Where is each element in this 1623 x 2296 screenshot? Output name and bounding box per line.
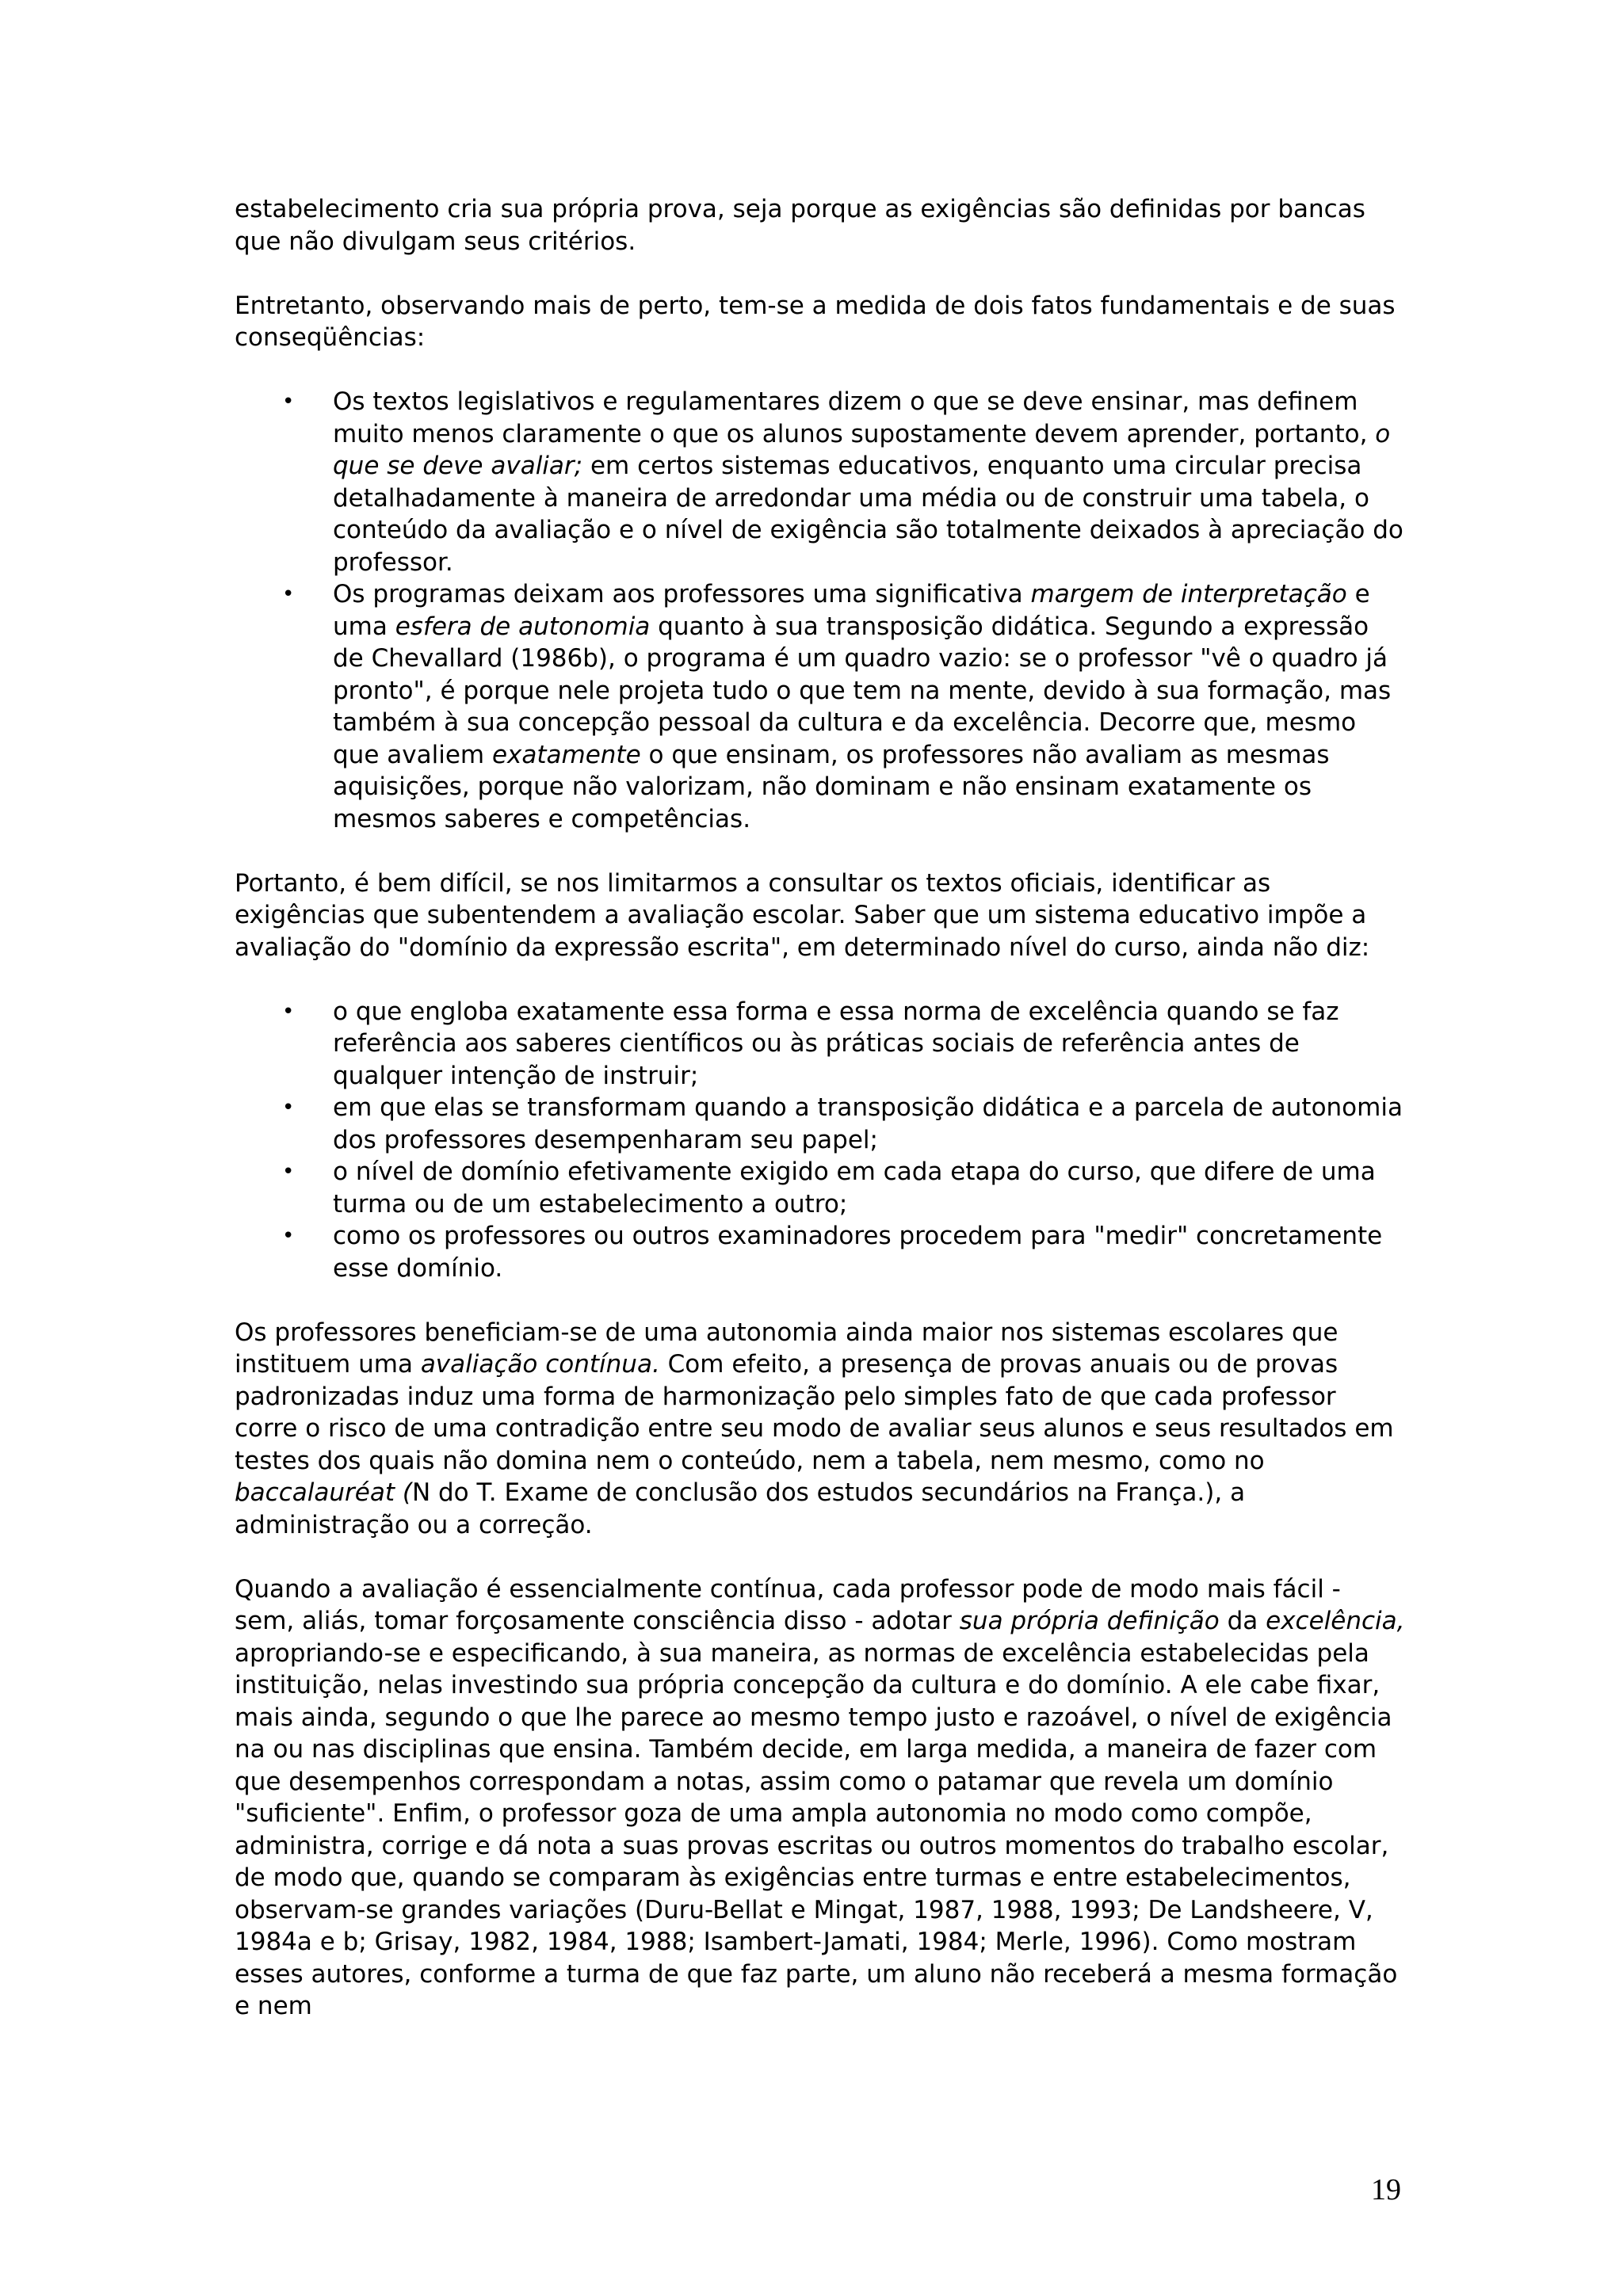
paragraph-3-text: Portanto, é bem difícil, se nos limitarmos a consultar os textos oficiais, identificar as exigências que subentendem a avaliação escolar. Saber que um sistema educativo impõe a avaliação do "domínio da expressão escrita", em determinado nível do curso, ainda não diz: [235, 868, 1370, 962]
bullet-icon: • [282, 1096, 295, 1119]
list-item-emphasis: o que se deve avaliar; [333, 419, 1391, 480]
paragraph-5-text: da [1219, 1607, 1266, 1635]
paragraph-5-text: Quando a avaliação é essencialmente contínua, cada professor pode de modo mais fácil - sem, aliás, tomar forçosamente consciência disso - adotar [235, 1574, 1341, 1635]
list-item-text: em certos sistemas educativos, enquanto uma circular precisa detalhadamente à maneira de arredondar uma média ou de construir uma tabela, o conteúdo da avaliação e o nível de exigência são totalmente deixados à apreciação do professor. [333, 452, 1403, 577]
paragraph-3 [235, 868, 1406, 964]
paragraph-5-emphasis: excelência, [1266, 1607, 1405, 1635]
page-number: 19 [1371, 2173, 1401, 2206]
paragraph-2 [235, 290, 1406, 354]
paragraph-4-text: Os professores beneficiam-se de uma autonomia ainda maior nos sistemas escolares que instituem uma [235, 1318, 1338, 1379]
list-item-text: o que ensinam, os professores não avaliam as mesmas aquisições, porque não valorizam, não dominam e não ensinam exatamente os mesmos saberes e competências. [333, 740, 1330, 833]
paragraph-4-text: N do T. Exame de conclusão dos estudos secundários na França.), a administração ou a correção. [235, 1478, 1246, 1539]
paragraph-5-emphasis: sua própria definição [959, 1607, 1220, 1635]
list-item-emphasis: exatamente [491, 740, 641, 769]
list-item-emphasis: margem de interpretação [1030, 580, 1347, 608]
paragraph-1-text: estabelecimento cria sua própria prova, seja porque as exigências são definidas por bancas que não divulgam seus critérios. [235, 195, 1365, 256]
paragraph-4-text: Com efeito, a presença de provas anuais ou de provas padronizadas induz uma forma de harmonização pelo simples fato de que cada professor corre o risco de uma contradição entre seu modo de avaliar seus alunos e seus resultados em testes dos quais não domina nem o conteúdo, nem a tabela, nem mesmo, como no [235, 1350, 1394, 1475]
list-item [235, 996, 1406, 1093]
list-item-text: o nível de domínio efetivamente exigido em cada etapa do curso, que difere de uma turma ou de um estabelecimento a outro; [333, 1158, 1376, 1219]
paragraph-1 [235, 193, 1406, 257]
bullet-icon: • [282, 1224, 295, 1248]
list-item-text: quanto à sua transposição didática. Segundo a expressão de Chevallard (1986b), o programa é um quadro vazio: se o professor "vê o quadro já pronto", é porque nele projeta tudo o que tem na mente, devido à sua formação, mas também à sua concepção pessoal da cultura e da excelência. Decorre que, mesmo que avaliem [333, 612, 1392, 769]
bullet-icon: • [282, 390, 295, 414]
list-item [235, 1156, 1406, 1220]
list-item [235, 1092, 1406, 1156]
bullet-list-facts [235, 386, 1406, 835]
list-item [235, 1220, 1406, 1284]
paragraph-2-text: Entretanto, observando mais de perto, tem-se a medida de dois fatos fundamentais e de suas conseqüências: [235, 291, 1396, 352]
list-item-text: o que engloba exatamente essa forma e essa norma de excelência quando se faz referência aos saberes científicos ou às práticas sociais de referência antes de qualquer intenção de instruir; [333, 997, 1339, 1090]
bullet-icon: • [282, 582, 295, 606]
list-item-text: como os professores ou outros examinadores procedem para "medir" concretamente esse domínio. [333, 1222, 1383, 1283]
paragraph-4-emphasis: baccalauréat ( [235, 1478, 412, 1507]
page-body [235, 193, 1406, 2054]
list-item-emphasis: esfera de autonomia [395, 612, 651, 641]
list-item [235, 578, 1406, 835]
list-item [235, 386, 1406, 578]
list-item-text: em que elas se transformam quando a transposição didática e a parcela de autonomia dos professores desempenharam seu papel; [333, 1093, 1403, 1154]
list-item-text: Os textos legislativos e regulamentares dizem o que se deve ensinar, mas definem muito menos claramente o que os alunos supostamente devem aprender, portanto, [333, 387, 1376, 448]
list-item-text: e uma [333, 580, 1370, 641]
paragraph-4-emphasis: avaliação contínua. [420, 1350, 660, 1379]
bullet-list-questions [235, 996, 1406, 1285]
paragraph-5-text: apropriando-se e especificando, à sua maneira, as normas de excelência estabelecidas pela instituição, nelas investindo sua própria concepção da cultura e do domínio. A ele cabe fixar, mais ainda, segundo o que lhe parece ao mesmo tempo justo e razoável, o nível de exigência na ou nas disciplinas que ensina. Também decide, em larga medida, a maneira de fazer com que desempenhos correspondam a notas, assim como o patamar que revela um domínio "suficiente". Enfim, o professor goza de uma ampla autonomia no modo como compõe, administra, corrige e dá nota a suas provas escritas ou outros momentos do trabalho escolar, de modo que, quando se comparam às exigências entre turmas e entre estabelecimentos, observam-se grandes variações (Duru-Bellat e Mingat, 1987, 1988, 1993; De Landsheere, V, 1984a e b; Grisay, 1982, 1984, 1988; Isambert-Jamati, 1984; Merle, 1996). Como mostram esses autores, conforme a turma de que faz parte, um aluno não receberá a mesma formação e nem [235, 1638, 1398, 2020]
bullet-icon: • [282, 999, 295, 1024]
paragraph-4 [235, 1317, 1406, 1542]
bullet-icon: • [282, 1160, 295, 1184]
list-item-text: Os programas deixam aos professores uma significativa [333, 580, 1031, 608]
paragraph-5 [235, 1573, 1406, 2023]
